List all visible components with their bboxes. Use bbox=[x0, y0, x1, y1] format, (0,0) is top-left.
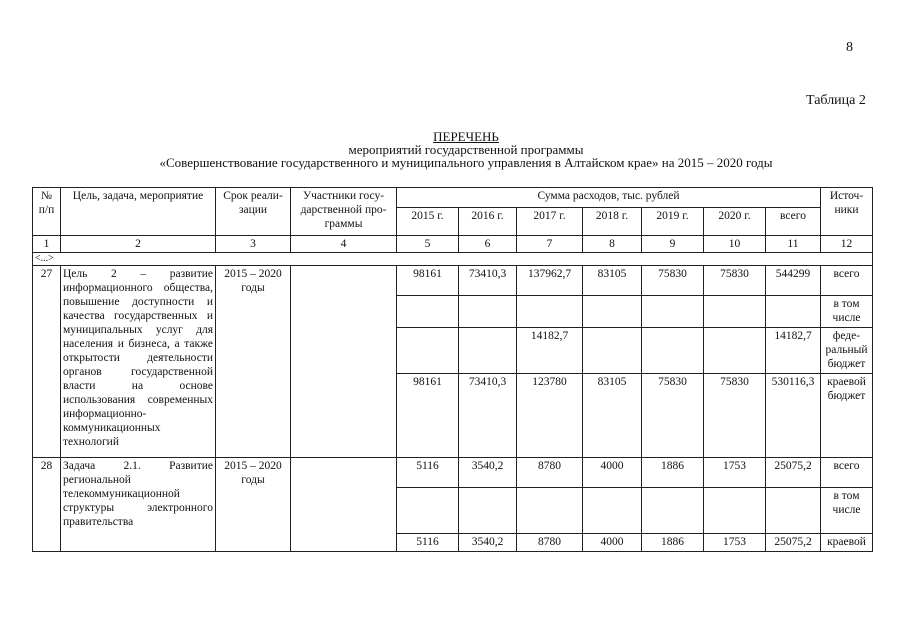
value-cell: 1886 bbox=[642, 458, 704, 488]
value-cell bbox=[642, 488, 704, 534]
header-year: 2017 г. bbox=[517, 208, 583, 236]
value-cell: 75830 bbox=[704, 266, 766, 296]
col-number: 9 bbox=[642, 236, 704, 253]
value-cell: 5116 bbox=[397, 534, 459, 552]
row-text: Задача 2.1. Развитие региональной телекоммуникационной структуры электронного правительства bbox=[61, 458, 216, 552]
value-cell: 1753 bbox=[704, 458, 766, 488]
value-cell bbox=[397, 328, 459, 374]
value-cell bbox=[766, 488, 821, 534]
value-cell bbox=[397, 296, 459, 328]
col-number: 12 bbox=[821, 236, 873, 253]
col-number: 7 bbox=[517, 236, 583, 253]
value-cell: 83105 bbox=[583, 266, 642, 296]
value-cell: 75830 bbox=[704, 374, 766, 458]
page-number: 8 bbox=[846, 40, 853, 55]
row-num: 28 bbox=[33, 458, 61, 552]
col-number: 5 bbox=[397, 236, 459, 253]
title-line2: мероприятий государственной программы bbox=[348, 142, 584, 157]
header-year: 2016 г. bbox=[459, 208, 517, 236]
value-cell bbox=[583, 488, 642, 534]
value-cell: 4000 bbox=[583, 458, 642, 488]
value-cell: 75830 bbox=[642, 266, 704, 296]
source-cell: в том числе bbox=[821, 488, 873, 534]
header-year-total: всего bbox=[766, 208, 821, 236]
col-number: 6 bbox=[459, 236, 517, 253]
value-cell: 137962,7 bbox=[517, 266, 583, 296]
value-cell bbox=[642, 328, 704, 374]
title-main: ПЕРЕЧЕНЬ bbox=[433, 129, 499, 144]
header-year: 2019 г. bbox=[642, 208, 704, 236]
value-cell bbox=[704, 328, 766, 374]
value-cell: 73410,3 bbox=[459, 266, 517, 296]
value-cell bbox=[459, 488, 517, 534]
source-cell: всего bbox=[821, 266, 873, 296]
value-cell: 3540,2 bbox=[459, 458, 517, 488]
source-cell: всего bbox=[821, 458, 873, 488]
value-cell: 1753 bbox=[704, 534, 766, 552]
source-cell: краевой бюджет bbox=[821, 374, 873, 458]
source-cell: феде-ральный бюджет bbox=[821, 328, 873, 374]
value-cell: 5116 bbox=[397, 458, 459, 488]
value-cell: 8780 bbox=[517, 458, 583, 488]
col-number: 2 bbox=[61, 236, 216, 253]
col-number: 3 bbox=[216, 236, 291, 253]
value-cell: 73410,3 bbox=[459, 374, 517, 458]
value-cell: 98161 bbox=[397, 374, 459, 458]
value-cell bbox=[583, 328, 642, 374]
ellipsis: <...> bbox=[33, 253, 873, 266]
title-line3: «Совершенствование государственного и муниципального управления в Алтайском крае» на 2015 – 2020 годы bbox=[159, 155, 773, 170]
header-source: Источ-ники bbox=[821, 188, 873, 236]
source-cell: краевой bbox=[821, 534, 873, 552]
ellipsis-row bbox=[33, 253, 873, 266]
value-cell bbox=[766, 296, 821, 328]
value-cell: 83105 bbox=[583, 374, 642, 458]
header-sum: Сумма расходов, тыс. рублей bbox=[397, 188, 821, 208]
source-cell: в том числе bbox=[821, 296, 873, 328]
expenses-table bbox=[32, 187, 873, 552]
row-text: Цель 2 – развитие информационного общества, повышение доступности и качества государственных и муниципальных услуг для населения и бизнеса, а также открытости деятельности органов государственной власти на основе использования современных информационно-коммуникационных технологий bbox=[61, 266, 216, 458]
title-block bbox=[60, 130, 872, 169]
row-num: 27 bbox=[33, 266, 61, 458]
value-cell bbox=[583, 296, 642, 328]
col-number: 11 bbox=[766, 236, 821, 253]
value-cell: 530116,3 bbox=[766, 374, 821, 458]
table-row bbox=[33, 458, 873, 488]
header-year: 2018 г. bbox=[583, 208, 642, 236]
value-cell: 14182,7 bbox=[517, 328, 583, 374]
row-participants bbox=[291, 458, 397, 552]
value-cell: 123780 bbox=[517, 374, 583, 458]
value-cell: 25075,2 bbox=[766, 534, 821, 552]
header-term: Срок реали-зации bbox=[216, 188, 291, 236]
row-participants bbox=[291, 266, 397, 458]
header-num: № п/п bbox=[33, 188, 61, 236]
row-term: 2015 – 2020 годы bbox=[216, 458, 291, 552]
value-cell: 8780 bbox=[517, 534, 583, 552]
value-cell bbox=[397, 488, 459, 534]
value-cell bbox=[517, 488, 583, 534]
row-term: 2015 – 2020 годы bbox=[216, 266, 291, 458]
col-number: 4 bbox=[291, 236, 397, 253]
table-label: Таблица 2 bbox=[806, 93, 866, 108]
value-cell: 3540,2 bbox=[459, 534, 517, 552]
value-cell: 14182,7 bbox=[766, 328, 821, 374]
value-cell: 1886 bbox=[642, 534, 704, 552]
value-cell bbox=[704, 296, 766, 328]
value-cell: 75830 bbox=[642, 374, 704, 458]
value-cell: 544299 bbox=[766, 266, 821, 296]
value-cell bbox=[517, 296, 583, 328]
value-cell: 4000 bbox=[583, 534, 642, 552]
value-cell: 98161 bbox=[397, 266, 459, 296]
value-cell: 25075,2 bbox=[766, 458, 821, 488]
col-number: 1 bbox=[33, 236, 61, 253]
header-year: 2020 г. bbox=[704, 208, 766, 236]
table-row bbox=[33, 266, 873, 296]
header-participants: Участники госу-дарственной про-граммы bbox=[291, 188, 397, 236]
value-cell bbox=[459, 296, 517, 328]
column-numbers-row bbox=[33, 236, 873, 253]
header-year: 2015 г. bbox=[397, 208, 459, 236]
col-number: 8 bbox=[583, 236, 642, 253]
header-goal: Цель, задача, мероприятие bbox=[61, 188, 216, 236]
header-row bbox=[33, 188, 873, 208]
value-cell bbox=[459, 328, 517, 374]
col-number: 10 bbox=[704, 236, 766, 253]
value-cell bbox=[704, 488, 766, 534]
value-cell bbox=[642, 296, 704, 328]
